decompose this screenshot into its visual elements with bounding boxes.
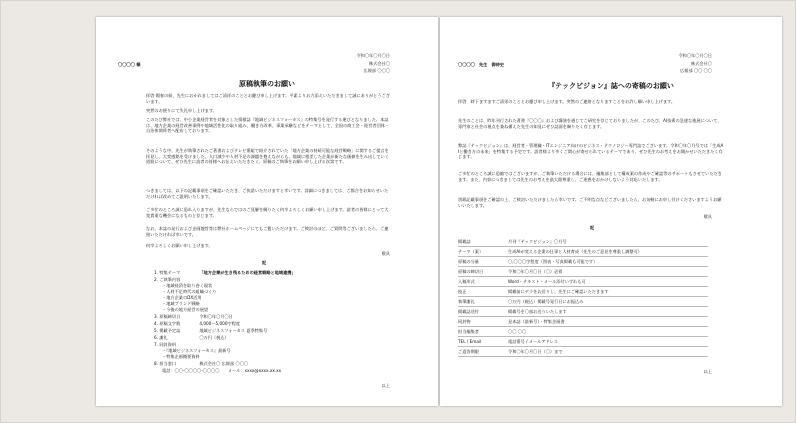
- item-row: TEL / Email 電話番号 / メールアドレス: [458, 339, 558, 344]
- letter-title: 『テックビジョン』誌への寄稿のお願い: [548, 82, 674, 90]
- divider: [458, 296, 708, 297]
- document-page-2: [440, 17, 782, 406]
- divider: [458, 316, 708, 317]
- paragraph: ご多忙のところ誠に恐縮ではございますが、ご執筆いただける場合には、編集部として構成案の作成やご確認等のサポートもさせていただきます。また、内容につきましては先生のお考えを最大限尊重し、ご迷惑をおかけしないよう対応いたします。: [458, 171, 722, 182]
- item-row: 原稿の締切日 令和〇年〇月〇日（〇）必着: [458, 269, 563, 274]
- item-row: 同封物 見本誌（最新号）・特集企画書: [458, 319, 565, 324]
- divider: [458, 256, 708, 257]
- contact-line: 電話：〇〇-〇〇〇〇-〇〇〇〇 メール：xxxx@xxxx.xx.xx: [162, 368, 282, 373]
- divider: [458, 246, 708, 247]
- divider: [458, 276, 708, 277]
- paragraph: このたび弊社では、中小企業経営者を対象とした情報誌『地域ビジネスフォーカス』の特集号を発行する運びとなりました。本誌は、地方企業の経営改善事例や地域活性化の取り組み、働き方改革、事業承継などをテーマとして、全国の商工会・経営者団体・自治体関係者へ配布しております。: [146, 117, 390, 134]
- end-word: 以上: [381, 383, 390, 388]
- paragraph: 拝啓 時下ますますご清栄のこととお慶び申し上げます。突然のご連絡となりますことをお許し願い申し上げます。: [458, 99, 676, 104]
- letter-title: 原稿執筆のお願い: [239, 80, 295, 88]
- letter-date: 令和〇年〇月〇日: [356, 53, 390, 58]
- item-row: ・人材不足時代の組織づくり: [162, 289, 217, 294]
- divider: [458, 326, 708, 327]
- item-row: ご返答期限 令和〇年〇月〇日（〇）まで: [458, 349, 563, 354]
- item-row: 4. 原稿文字数 4,000～5,000字程度: [154, 321, 241, 326]
- paragraph: 弊誌『テックビジョン』は、経営者・管理職・ITエンジニア向けのビジネス・テクノロジー専門誌でございます。令和〇年〇月号では「生成AIと働き方の未来」を特集する予定です。読者様より多くご関心が寄せられているテーマであり、ぜひ先生のお考えをお聞かせいただきたく存じます。: [458, 143, 724, 160]
- item-row: ・特集企画概要資料: [162, 354, 200, 359]
- item-row: 担当編集者 〇〇 〇〇: [458, 329, 527, 334]
- ki-heading: 記: [262, 260, 267, 265]
- paragraph: 何卒よろしくお願い申し上げます。: [146, 243, 213, 248]
- sender-person: 広報部 〇〇 〇〇: [680, 68, 712, 73]
- item-row: 原稿の分量 〇,〇〇〇字程度（図表・写真掲載も可能です）: [458, 259, 598, 264]
- item-row: ・地域経済を取り巻く現状: [162, 283, 213, 288]
- sender-company: 株式会社〇: [369, 61, 390, 66]
- item-row: 2. ご執筆内容: [154, 277, 181, 282]
- item-row: 掲載誌 月刊『テックビジョン』〇月号: [458, 239, 567, 244]
- recipient-name: 〇〇〇〇 様: [118, 62, 141, 67]
- divider: [458, 286, 708, 287]
- item-row: 1. 特集テーマ 「地方企業が生き残るための経営戦略と地域連携」: [154, 270, 296, 275]
- sender-person: 広報部 〇〇〇: [363, 68, 390, 73]
- item-row: 8. 担当窓口 株式会社〇 広報部 〇〇〇: [154, 361, 249, 366]
- divider: [458, 336, 708, 337]
- item-row: 5. 掲載予定誌 地域ビジネスフォーカス 夏季特集号: [154, 328, 268, 333]
- item-row: ・『地域ビジネスフォーカス』最新号: [162, 348, 231, 353]
- item-row: 6. 謝礼 〇万円（税込）: [154, 335, 229, 340]
- closing-word: 敬具: [703, 214, 712, 219]
- paragraph: そのような中、先生が執筆されたご著書およびテレビ番組で紹介されていた「地方企業の持続可能な経営戦略」に関するご提言を拝見し、大変感銘を受けました。人口減少や人材不足の課題を抱えながらも、地域に根差した企業が新たな価値を生み出していく道筋について、ぜひ先生に読者の皆様へお伝えいただきたく、原稿のご執筆をお願い申し上げる次第です。: [146, 148, 389, 165]
- item-row: 掲載誌送付 掲載号を〇部お送りいたします: [458, 309, 567, 314]
- paragraph: 突然のお便りにて失礼申し上げます。: [146, 108, 217, 113]
- item-row: 3. 原稿締切日 令和〇年〇月〇日: [154, 314, 233, 319]
- ki-heading: 記: [590, 225, 595, 230]
- paragraph: 別紙記載事項をご確認の上、ご検討いただけましたら幸いです。ご不明な点などございましたら、お気軽にお申し付けくださいますようお願いいたします。: [458, 197, 722, 208]
- item-row: 入稿形式 Word・テキスト・メール添付いずれも可: [458, 279, 586, 284]
- item-row: 執筆謝礼 〇万円（税込）掲載号発行日にお振込み: [458, 299, 584, 304]
- recipient-name: 〇〇〇〇 先生 御侍史: [458, 62, 505, 67]
- divider: [458, 306, 708, 307]
- divider: [458, 266, 708, 267]
- divider: [458, 346, 708, 347]
- divider: [458, 356, 708, 357]
- document-page-1: [96, 17, 438, 406]
- item-row: ・今後の地方経営の展望: [162, 307, 209, 312]
- paragraph: 先生のことは、昨年刊行された著書『〇〇〇』および講演を通じてご研究を存じておりましたが、このたび、AI技術の急速な進展について、専門家と社会の視点を兼ね備えた先生の知見にぜひ誌面を賜りたく存じます。: [458, 118, 722, 129]
- sender-company: 株式会社〇: [691, 61, 712, 66]
- letter-date: 令和〇年〇月〇日: [678, 53, 712, 58]
- paragraph: 拝啓 陽春の候、先生におかれましてはご清祥のこととお慶び申し上げます。平素よりお力添えいただきまして誠にありがとうございます。: [146, 93, 390, 104]
- paragraph: ご多忙のところ誠に恐れ入りますが、先生ならではのご見解を賜りたく何卒よろしくお願い申し上げます。読者の皆様にとって大変貴重な機会になるものと存じます。: [146, 207, 389, 218]
- end-word: 以上: [703, 369, 712, 374]
- paragraph: なお、本誌の発行および企画趣旨等は弊社ホームページにてもご覧いただけます。ご検討のほど、ご質問等ございましたら、ご連絡いただければ幸いです。: [146, 226, 389, 237]
- item-row: ・地方企業のDX活用: [162, 295, 202, 300]
- item-row: 7. 同封資料: [154, 342, 177, 347]
- closing-word: 敬具: [381, 251, 390, 256]
- paragraph: つきましては、以下の記載事項をご確認いただき、ご快諾いただけますと幸いです。詳細につきましては、ご都合をお知らせいただければ改めてご説明いたします。: [146, 188, 389, 199]
- item-row: テーマ（案） 生成AIが変える企業の仕事と人材育成（先生のご意見を尊重し調整可）: [458, 249, 642, 254]
- item-row: 校正 掲載前にゲラをお送りし、先生にご確認いただきます: [458, 289, 609, 294]
- item-row: ・地域ブランド戦略: [162, 301, 200, 306]
